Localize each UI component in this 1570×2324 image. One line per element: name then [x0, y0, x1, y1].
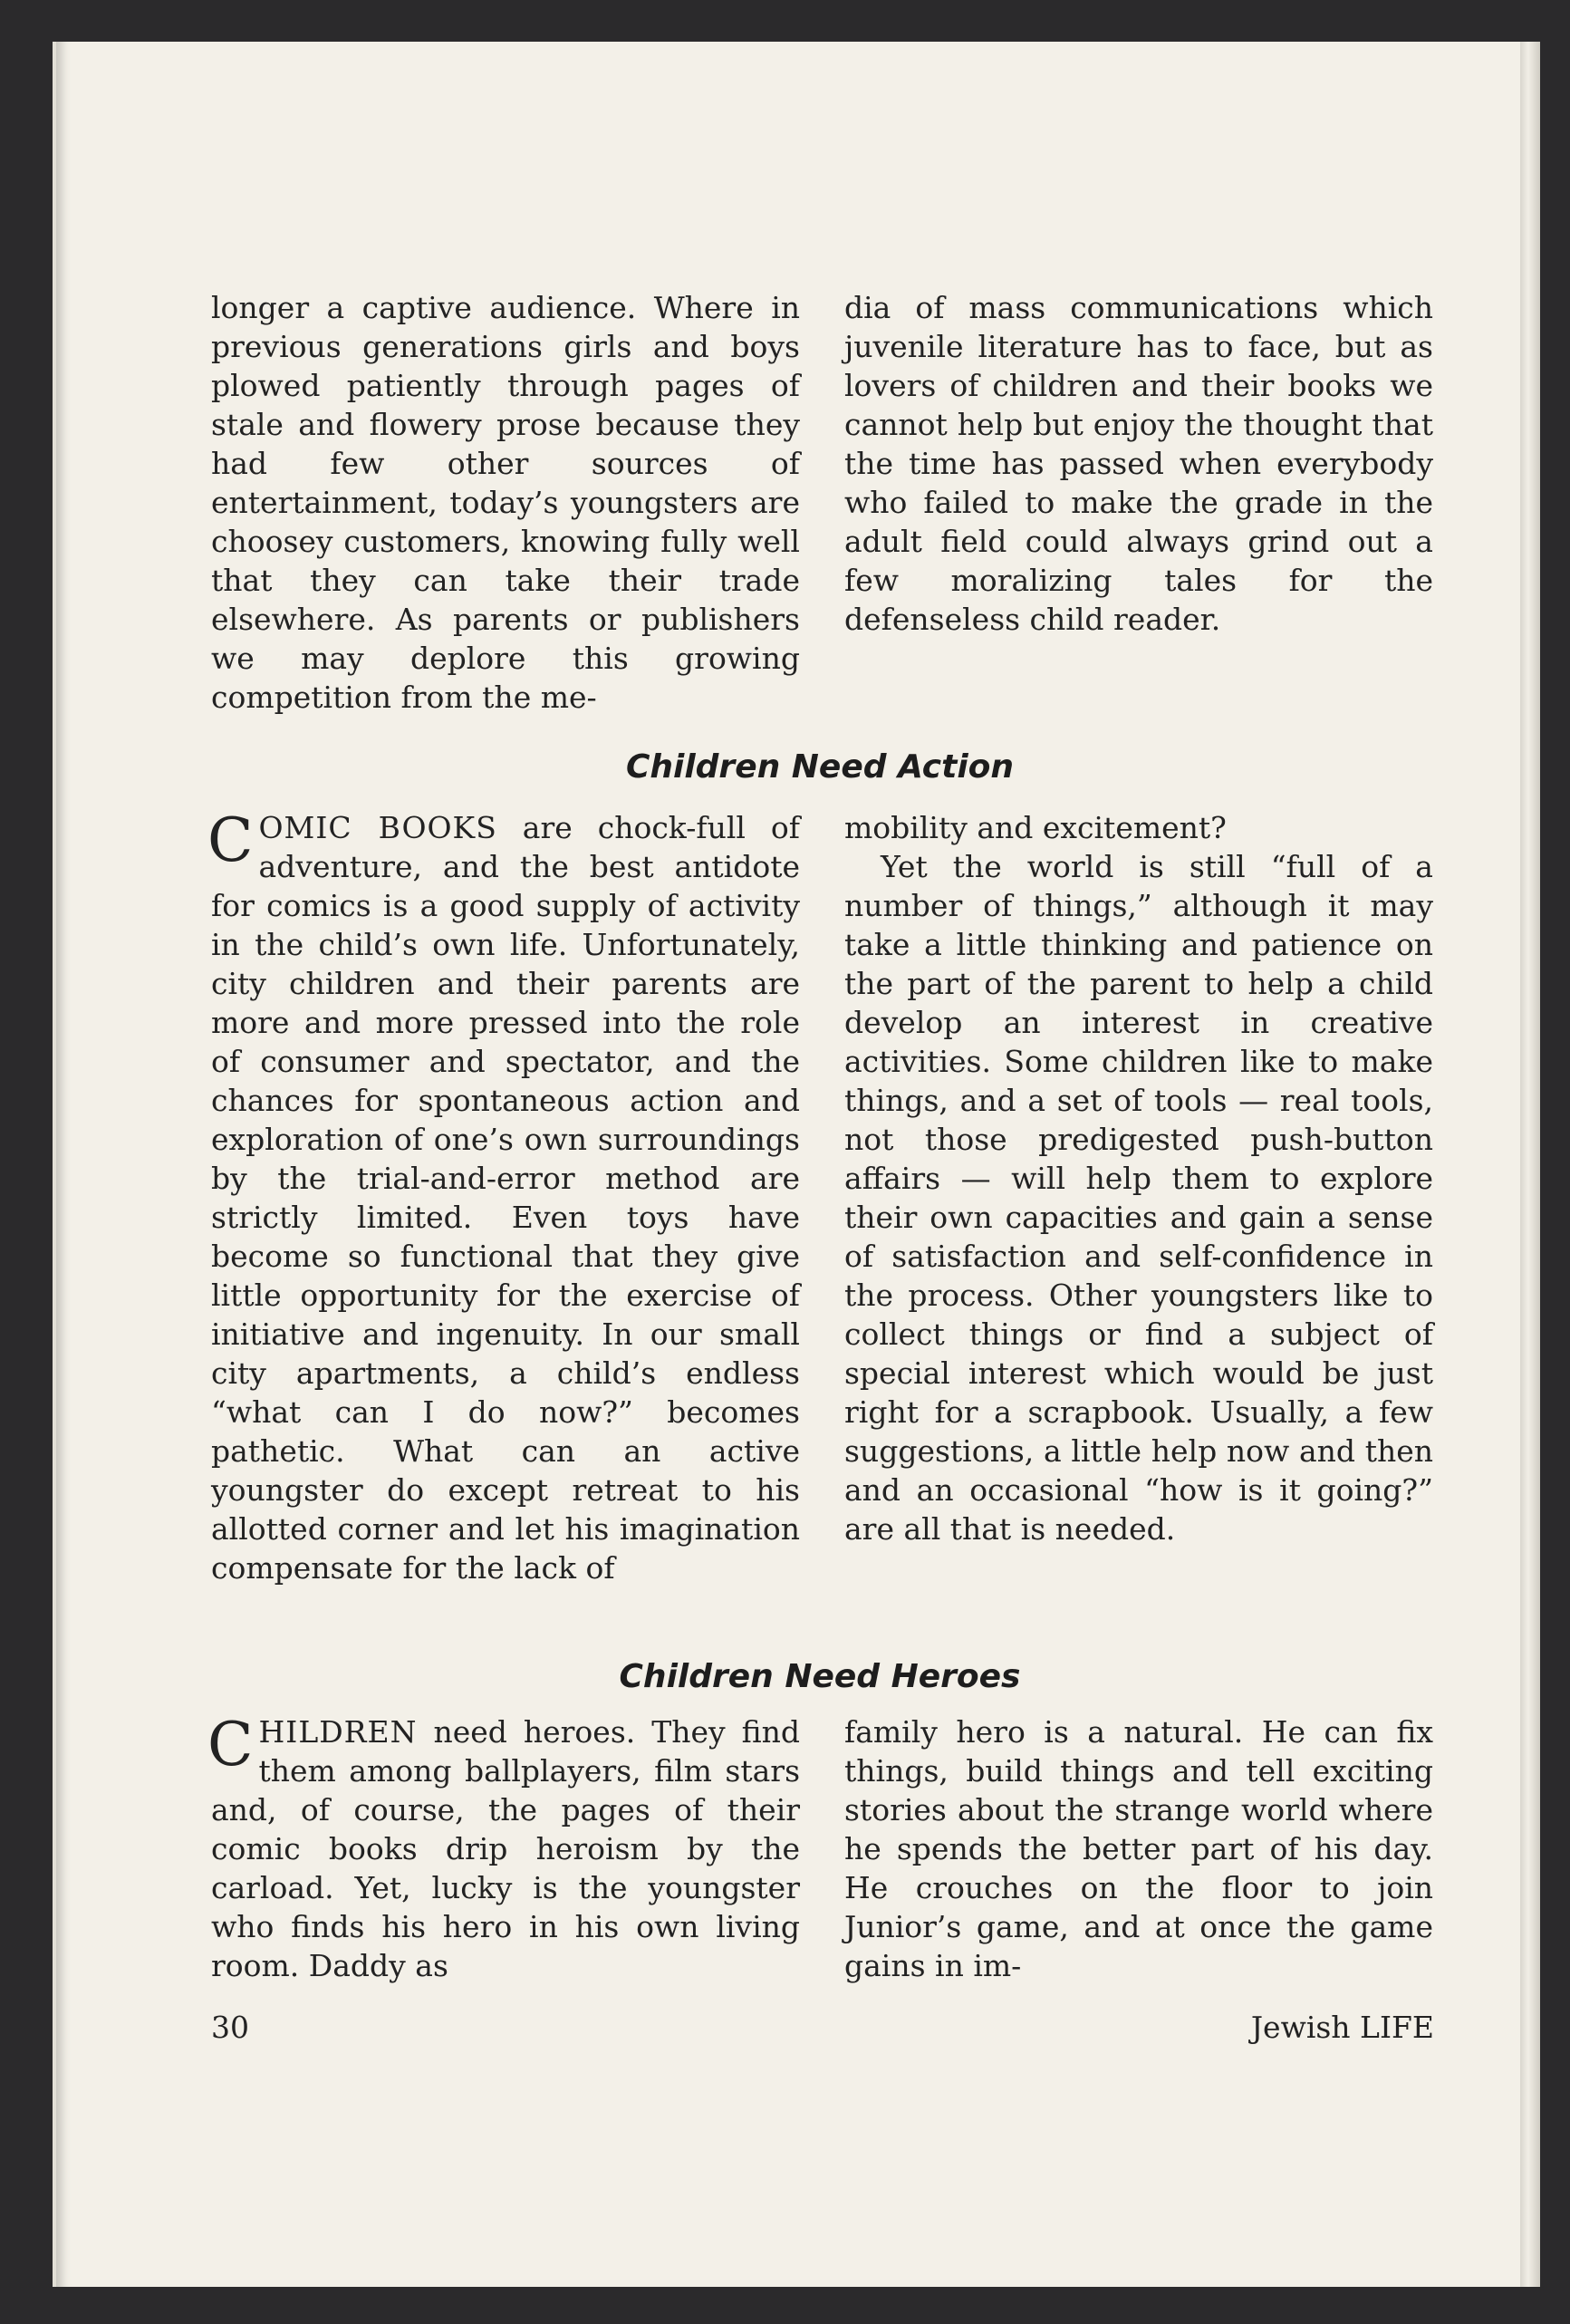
action-left-column — [207, 805, 800, 1587]
top-right-column — [844, 288, 1433, 639]
heading-children-need-action: Children Need Action — [625, 748, 1015, 786]
dropcap: C — [207, 805, 254, 875]
top-left-column — [211, 288, 800, 717]
dropcap: C — [207, 1710, 254, 1779]
page-edge — [1520, 42, 1540, 2287]
top-left-paragraph: longer a captive audience. Where in previous generations girls and boys plowed patiently through pages of stale and flowery prose because they had few other sources of entertainment, today’s youngsters are choosey customers, knowing fully well that they can take their trade elsewhere. As parents or publishers we may deplore this growing competition from the me- — [211, 290, 800, 715]
action-right-paragraph-1: mobility and excitement? — [844, 810, 1227, 845]
top-right-paragraph: dia of mass communications which juvenile literature has to face, but as lovers of children and their books we cannot help but enjoy the thought that the time has passed when everybody who failed to make the grade in the adult field could always grind out a few moralizing tales for the defenseless child reader. — [844, 290, 1433, 637]
action-right-column — [844, 808, 1433, 1548]
action-left-text: are chock-full of adventure, and the best antidote for comics is a good supply of activity in the child’s own life. Unfortunately, city children and their parents are more and more pressed into the role of consumer and spectator, and the chances for spontaneous action and exploration of one’s own surroundings by the trial-and-error method are strictly limited. Even toys have become so functional that they give little opportunity for the exercise of initiative and ingenuity. In our small city apartments, a child’s endless “what can I do now?” becomes pathetic. What can an active youngster do except retreat to his allotted corner and let his imagination compensate for the lack of — [211, 810, 800, 1586]
magazine-name: Jewish LIFE — [1250, 2010, 1434, 2045]
page-number: 30 — [211, 2010, 249, 2045]
heroes-left-text: need heroes. They find them among ballplayers, film stars and, of course, the pages of their comic books drip heroism by the carload. Yet, lucky is the youngster who finds his hero in his own living room. Daddy as — [211, 1714, 800, 1983]
heading-children-need-heroes: Children Need Heroes — [619, 1658, 1021, 1695]
heroes-left-column — [207, 1710, 800, 1985]
action-left-paragraph — [207, 805, 800, 1587]
heroes-right-paragraph: family hero is a natural. He can fix things, build things and tell exciting stories about the strange world where he spends the better part of his day. He crouches on the floor to join Junior’s game, and at once the game gains in im- — [844, 1714, 1433, 1983]
heroes-right-column — [844, 1712, 1433, 1985]
heroes-left-paragraph — [207, 1710, 800, 1985]
action-right-paragraph-2: Yet the world is still “full of a number of things,” although it may take a little thinking and patience on the part of the parent to help a child develop an interest in creative activities. Some children like to make things, and a set of tools — real tools, not those predigested push-button affairs — will help them to explore their own capacities and gain a sense of satisfaction and self-confidence in the process. Other youngsters like to collect things or find a subject of special interest which would be just right for a scrapbook. Usually, a few suggestions, a little help now and then and an occasional “how is it going?” are all that is needed. — [844, 849, 1433, 1547]
lead-in-caps: OMIC BOOKS — [258, 810, 497, 845]
lead-in-caps: HILDREN — [258, 1714, 418, 1750]
